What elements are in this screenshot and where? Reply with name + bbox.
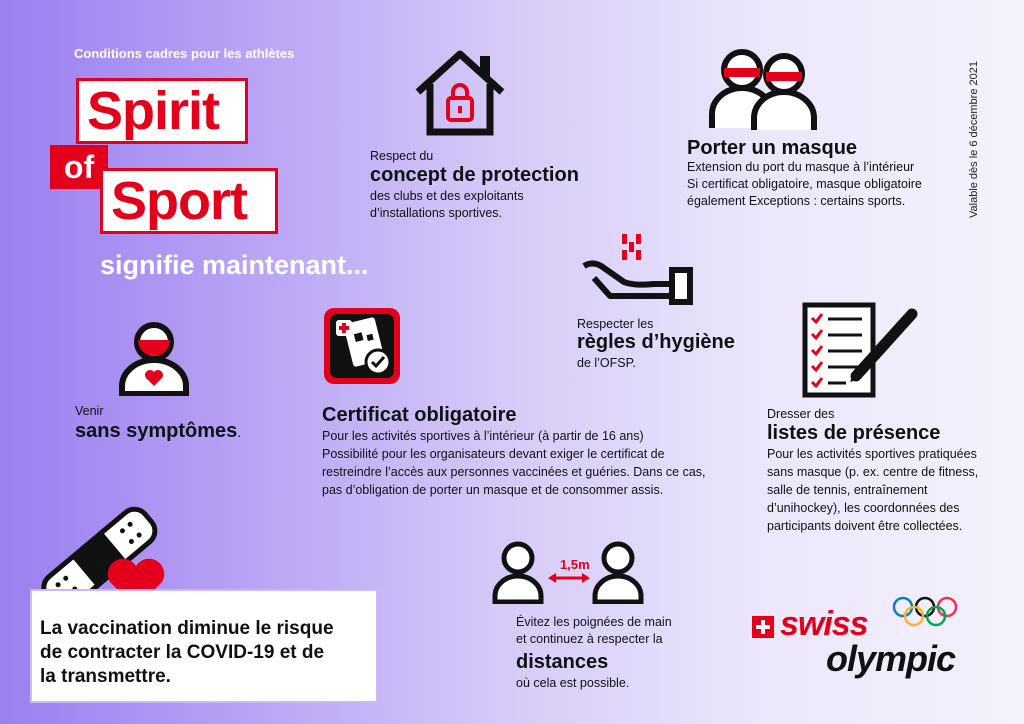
house-lock-icon bbox=[412, 46, 508, 138]
listes-line-4: d’unihockey), les coordonnées des bbox=[767, 501, 960, 515]
logo-spirit bbox=[76, 78, 248, 144]
certificat-title: Certificat obligatoire bbox=[322, 404, 517, 426]
certificat-line-2: Possibilité pour les organisateurs devant exiger le certificat de bbox=[322, 447, 665, 461]
protection-intro: Respect du bbox=[370, 149, 434, 163]
distance-people-icon bbox=[492, 540, 644, 604]
protection-line-2: d’installations sportives. bbox=[370, 206, 503, 220]
vaccination-line-2: de contracter la COVID-19 et de bbox=[40, 642, 325, 663]
distances-line-2: et continuez à respecter la bbox=[516, 632, 663, 646]
listes-line-1: Pour les activités sportives pratiquées bbox=[767, 447, 977, 461]
logo-spirit-text: Spirit bbox=[87, 81, 220, 141]
brand-olympic: olympic bbox=[826, 638, 956, 679]
masque-title: Porter un masque bbox=[687, 137, 858, 159]
swiss-flag-icon bbox=[752, 616, 774, 638]
tagline: Conditions cadres pour les athlètes bbox=[74, 46, 295, 61]
covid-certificate-icon bbox=[322, 306, 402, 386]
certificat-line-1: Pour les activités sportives à l’intérieur (à partir de 16 ans) bbox=[322, 429, 644, 443]
listes-line-3: salle de tennis, entraînement bbox=[767, 483, 928, 497]
brand-swiss: swiss bbox=[780, 605, 868, 643]
masque-line-3: également Exceptions : certains sports. bbox=[687, 194, 906, 208]
listes-title: listes de présence bbox=[767, 422, 941, 444]
protection-title: concept de protection bbox=[370, 164, 579, 186]
healthy-person-icon bbox=[118, 320, 190, 396]
certificat-line-3: restreindre l’accès aux personnes vaccinées et guéries. Dans ce cas, bbox=[322, 465, 706, 479]
hygiene-title: règles d’hygiène bbox=[577, 331, 735, 353]
certificat-line-4: pas d’obligation de porter un masque et de consommer assis. bbox=[322, 483, 664, 497]
vaccination-text bbox=[40, 617, 370, 689]
masque-line-1: Extension du port du masque à l’intérieur bbox=[687, 160, 915, 174]
listes-intro: Dresser des bbox=[767, 407, 835, 421]
checklist-pen-icon bbox=[802, 302, 918, 398]
protection-line-1: des clubs et des exploitants bbox=[370, 189, 524, 203]
hygiene-line: de l’OFSP. bbox=[577, 356, 636, 370]
logo-sport bbox=[100, 168, 278, 234]
olympic-rings-icon bbox=[892, 596, 958, 628]
distance-label: 1,5m bbox=[560, 557, 590, 572]
vaccination-line-1: La vaccination diminue le risque bbox=[40, 618, 334, 639]
vaccination-line-3: la transmettre. bbox=[40, 666, 171, 687]
symptomes-title: sans symptômes bbox=[75, 420, 238, 442]
masque-line-2: Si certificat obligatoire, masque obligatoire bbox=[687, 177, 922, 191]
symptomes-title-wrap bbox=[75, 419, 241, 444]
page-subtitle: signifie maintenant... bbox=[100, 250, 369, 280]
listes-line-5: participants doivent être collectées. bbox=[767, 519, 963, 533]
logo-of-text: of bbox=[63, 149, 95, 185]
hygiene-intro: Respecter les bbox=[577, 317, 654, 331]
distances-line-1: Évitez les poignées de main bbox=[516, 615, 672, 629]
listes-line-2: sans masque (p. ex. centre de fitness, bbox=[767, 465, 979, 479]
symptomes-intro: Venir bbox=[75, 404, 104, 418]
symptomes-dot: . bbox=[237, 424, 242, 440]
distances-line-after: où cela est possible. bbox=[516, 676, 630, 690]
distances-title: distances bbox=[516, 651, 609, 673]
hand-wash-icon bbox=[580, 232, 694, 308]
validity-date: Valable dès le 6 décembre 2021 bbox=[968, 61, 980, 218]
logo-sport-text: Sport bbox=[111, 171, 247, 231]
masked-people-icon bbox=[706, 44, 820, 130]
